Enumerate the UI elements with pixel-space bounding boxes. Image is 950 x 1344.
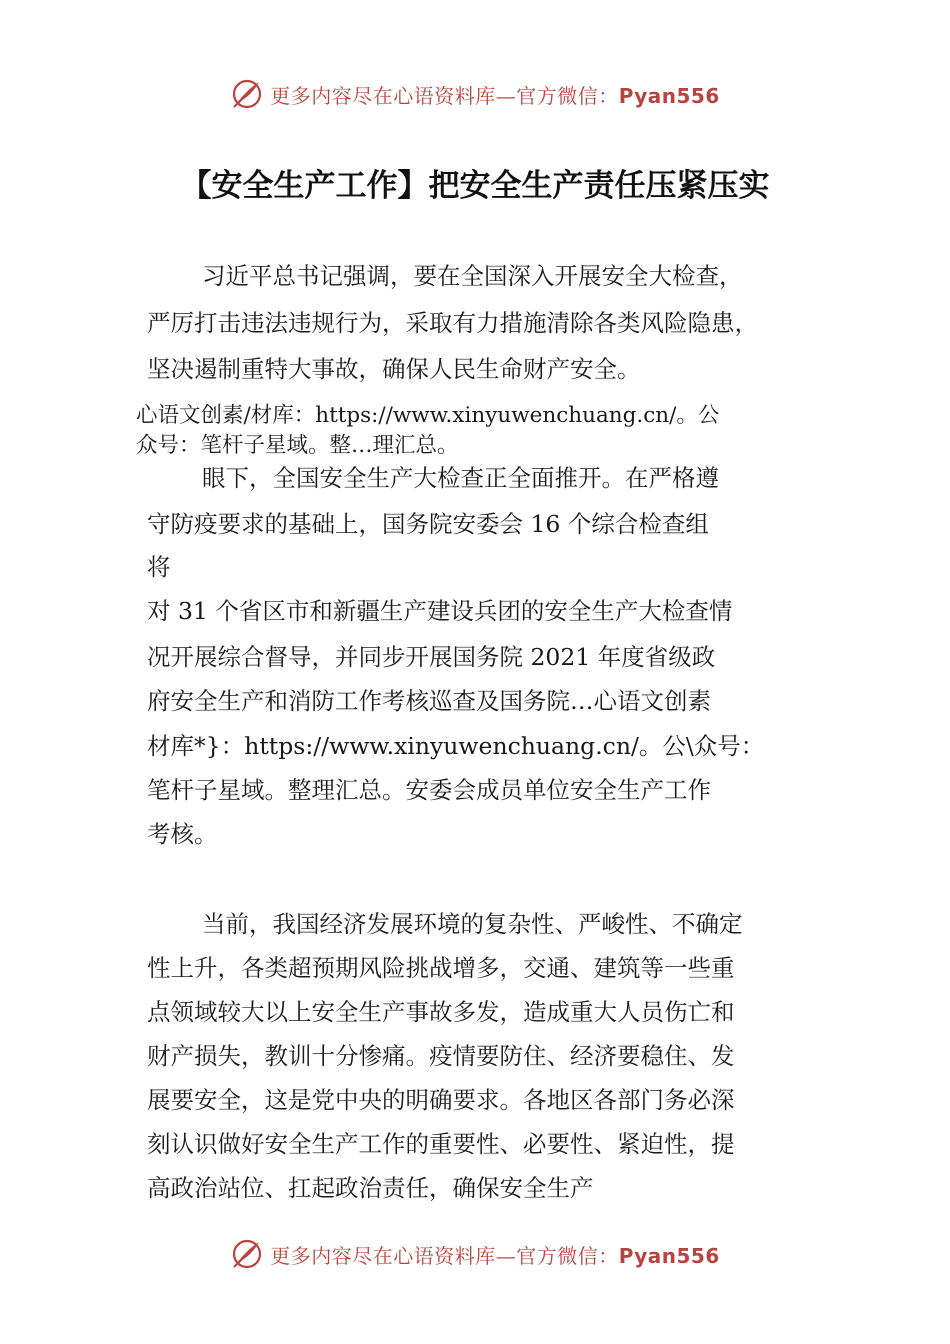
watermark-handle: Pyan556 — [618, 1243, 720, 1268]
paragraph-line: 点领域较大以上安全生产事故多发，造成重大人员伤亡和 — [147, 998, 735, 1026]
paragraph-line: 众号：笔杆子星域。整…理汇总。 — [136, 433, 459, 458]
paragraph-line: 考核。 — [147, 820, 218, 848]
paragraph-line: 严厉打击违法违规行为，采取有力措施清除各类风险隐患， — [147, 309, 758, 337]
feather-quill-logo-icon — [230, 1237, 264, 1271]
paragraph-line: 刻认识做好安全生产工作的重要性、必要性、紧迫性，提 — [147, 1130, 735, 1158]
paragraph-line: 眼下，全国安全生产大检查正全面推开。在严格遵 — [202, 464, 719, 492]
paragraph-line: 坚决遏制重特大事故，确保人民生命财产安全。 — [147, 355, 641, 383]
paragraph-line: 守防疫要求的基础上，国务院安委会 16 个综合检查组 — [147, 510, 709, 538]
paragraph-line: 材库*}：https://www.xinyuwenchuang.cn/。公\众号： — [147, 732, 765, 760]
paragraph-line: 笔杆子星域。整理汇总。安委会成员单位安全生产工作 — [147, 776, 711, 804]
paragraph-line: 性上升，各类超预期风险挑战增多，交通、建筑等一些重 — [147, 954, 735, 982]
paragraph-line: 心语文创素/材库：https://www.xinyuwenchuang.cn/。公 — [136, 403, 720, 428]
paragraph-line: 当前，我国经济发展环境的复杂性、严峻性、不确定 — [202, 910, 743, 938]
paragraph-line: 对 31 个省区市和新疆生产建设兵团的安全生产大检查情 — [147, 597, 733, 625]
watermark-brand-text: 更多内容尽在心语资料库—官方微信： — [270, 83, 619, 108]
watermark-brand-text: 更多内容尽在心语资料库—官方微信： — [270, 1243, 619, 1268]
feather-quill-logo-icon — [230, 77, 264, 111]
watermark-handle: Pyan556 — [618, 83, 720, 108]
footer-watermark — [0, 1234, 950, 1274]
header-watermark — [0, 74, 950, 114]
paragraph-line: 习近平总书记强调，要在全国深入开展安全大检查， — [202, 262, 743, 290]
page-title: 【安全生产工作】把安全生产责任压紧压实 — [180, 168, 770, 204]
paragraph-line: 府安全生产和消防工作考核巡查及国务院…心语文创素 — [147, 687, 711, 715]
paragraph-line: 展要安全，这是党中央的明确要求。各地区各部门务必深 — [147, 1086, 735, 1114]
paragraph-line: 财产损失，教训十分惨痛。疫情要防住、经济要稳住、发 — [147, 1042, 735, 1070]
paragraph-line: 高政治站位、扛起政治责任，确保安全生产 — [147, 1174, 594, 1202]
paragraph-line: 将 — [147, 553, 171, 581]
paragraph-line: 况开展综合督导，并同步开展国务院 2021 年度省级政 — [147, 643, 716, 671]
